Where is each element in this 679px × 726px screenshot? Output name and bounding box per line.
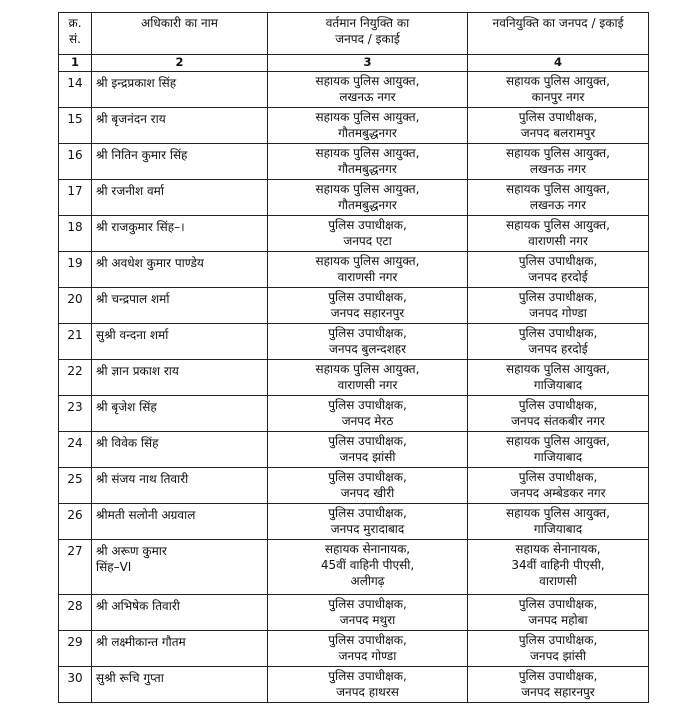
officer-name-line: श्री बृजेश सिंह [96, 400, 157, 414]
table-row [59, 324, 649, 360]
current-posting-cell [268, 667, 468, 703]
new-posting-cell [468, 180, 649, 216]
new-posting-cell [468, 595, 649, 631]
current-posting-line: जनपद बुलन्दशहर [328, 342, 407, 356]
current-posting-cell [268, 252, 468, 288]
officer-name-cell [92, 540, 268, 595]
table-row [59, 595, 649, 631]
new-posting-cell [468, 72, 649, 108]
new-posting-line: सहायक पुलिस आयुक्त, [506, 218, 610, 232]
current-posting-line: अलीगढ़ [350, 574, 385, 588]
table-row [59, 631, 649, 667]
officer-name-line: श्री चन्द्रपाल शर्मा [96, 292, 170, 306]
serial-number-cell: 28 [59, 595, 92, 631]
officer-name-line: श्री राजकुमार सिंह–। [96, 220, 185, 234]
current-posting-line: सहायक पुलिस आयुक्त, [315, 182, 420, 196]
current-posting-line: सहायक पुलिस आयुक्त, [315, 254, 420, 268]
officer-name-line: श्री अवधेश कुमार पाण्डेय [96, 256, 204, 270]
current-posting-line: पुलिस उपाधीक्षक, [328, 669, 407, 683]
current-posting-line: वाराणसी नगर [337, 378, 398, 392]
current-posting-line: गौतमबुद्धनगर [338, 126, 397, 140]
serial-number-cell: 18 [59, 216, 92, 252]
new-posting-line: पुलिस उपाधीक्षक, [518, 597, 598, 611]
new-posting-line: पुलिस उपाधीक्षक, [518, 398, 598, 412]
table-row [59, 288, 649, 324]
current-posting-line: जनपद मेरठ [341, 414, 394, 428]
header-serial-line-2: सं. [69, 32, 81, 46]
officer-name-cell [92, 432, 268, 468]
serial-number-cell: 19 [59, 252, 92, 288]
new-posting-cell [468, 631, 649, 667]
new-posting-line: जनपद सहारनपुर [521, 685, 595, 699]
current-posting-cell [268, 631, 468, 667]
current-posting-line: सहायक पुलिस आयुक्त, [315, 110, 420, 124]
new-posting-line: जनपद महोबा [528, 613, 588, 627]
new-posting-cell [468, 216, 649, 252]
officer-name-cell [92, 72, 268, 108]
current-posting-cell [268, 595, 468, 631]
new-posting-line: गाजियाबाद [533, 450, 583, 464]
current-posting-line: सहायक पुलिस आयुक्त, [315, 362, 420, 376]
table-row [59, 468, 649, 504]
current-posting-line: पुलिस उपाधीक्षक, [328, 597, 407, 611]
new-posting-line: जनपद गोण्डा [529, 306, 587, 320]
current-posting-cell [268, 540, 468, 595]
current-posting-cell [268, 504, 468, 540]
officer-name-line: श्री ज्ञान प्रकाश राय [96, 364, 179, 378]
current-posting-cell [268, 180, 468, 216]
current-posting-cell [268, 144, 468, 180]
current-posting-line: पुलिस उपाधीक्षक, [328, 290, 407, 304]
officer-name-cell [92, 504, 268, 540]
table-row [59, 360, 649, 396]
officer-name-cell [92, 468, 268, 504]
serial-number-cell: 27 [59, 540, 92, 595]
officer-name-cell [92, 216, 268, 252]
current-posting-line: सहायक पुलिस आयुक्त, [315, 74, 420, 88]
serial-number-cell: 17 [59, 180, 92, 216]
column-number: 2 [92, 55, 268, 72]
header-officer-name [92, 13, 268, 55]
officer-name-cell [92, 360, 268, 396]
officer-name-cell [92, 108, 268, 144]
current-posting-line: गौतमबुद्धनगर [338, 198, 397, 212]
new-posting-line: लखनऊ नगर [529, 162, 587, 176]
officer-name-line: सुश्री वन्दना शर्मा [96, 328, 169, 342]
current-posting-line: जनपद एटा [343, 234, 392, 248]
current-posting-cell [268, 360, 468, 396]
officer-name-line: श्री विवेक सिंह [96, 436, 159, 450]
new-posting-line: जनपद झांसी [530, 649, 586, 663]
officer-name-cell [92, 667, 268, 703]
new-posting-cell [468, 468, 649, 504]
officer-name-line: श्री रजनीश वर्मा [96, 184, 164, 198]
column-number: 4 [468, 55, 649, 72]
new-posting-line: सहायक पुलिस आयुक्त, [506, 434, 610, 448]
officer-name-cell [92, 631, 268, 667]
new-posting-line: सहायक पुलिस आयुक्त, [506, 362, 610, 376]
current-posting-line: जनपद हाथरस [336, 685, 399, 699]
officer-name-line: श्री अरूण कुमार [96, 544, 167, 558]
serial-number-cell: 20 [59, 288, 92, 324]
serial-number-cell: 23 [59, 396, 92, 432]
current-posting-line: जनपद झांसी [339, 450, 396, 464]
serial-number-cell: 30 [59, 667, 92, 703]
current-posting-line: पुलिस उपाधीक्षक, [328, 218, 407, 232]
current-posting-line: 45वीं वाहिनी पीएसी, [320, 558, 415, 572]
current-posting-line: वाराणसी नगर [337, 270, 398, 284]
current-posting-line: पुलिस उपाधीक्षक, [328, 398, 407, 412]
new-posting-line: लखनऊ नगर [529, 198, 587, 212]
new-posting-line: पुलिस उपाधीक्षक, [518, 290, 598, 304]
current-posting-line: जनपद खीरी [340, 486, 395, 500]
serial-number-cell: 22 [59, 360, 92, 396]
serial-number-cell: 15 [59, 108, 92, 144]
current-posting-cell [268, 324, 468, 360]
new-posting-cell [468, 504, 649, 540]
table-body [59, 72, 649, 703]
column-number-row [59, 55, 649, 72]
table-row [59, 72, 649, 108]
current-posting-cell [268, 216, 468, 252]
officer-name-cell [92, 396, 268, 432]
new-posting-line: 34वीं वाहिनी पीएसी, [511, 558, 605, 572]
new-posting-line: गाजियाबाद [533, 522, 583, 536]
header-current-line-1: वर्तमान नियुक्ति का [325, 16, 410, 30]
current-posting-cell [268, 468, 468, 504]
new-posting-cell [468, 324, 649, 360]
new-posting-line: पुलिस उपाधीक्षक, [518, 326, 598, 340]
current-posting-line: पुलिस उपाधीक्षक, [328, 434, 407, 448]
table-row [59, 667, 649, 703]
new-posting-line: जनपद संतकबीर नगर [511, 414, 605, 428]
new-posting-line: सहायक सेनानायक, [515, 542, 601, 556]
table-row [59, 504, 649, 540]
current-posting-line: सहायक पुलिस आयुक्त, [315, 146, 420, 160]
new-posting-line: सहायक पुलिस आयुक्त, [506, 182, 610, 196]
current-posting-cell [268, 72, 468, 108]
transfer-table [58, 12, 649, 703]
current-posting-cell [268, 288, 468, 324]
new-posting-line: पुलिस उपाधीक्षक, [518, 669, 598, 683]
table-row [59, 180, 649, 216]
new-posting-cell [468, 432, 649, 468]
current-posting-line: जनपद सहारनपुर [330, 306, 405, 320]
officer-name-cell [92, 144, 268, 180]
header-serial [59, 13, 92, 55]
officer-name-cell [92, 595, 268, 631]
current-posting-cell [268, 108, 468, 144]
new-posting-cell [468, 396, 649, 432]
new-posting-cell [468, 360, 649, 396]
current-posting-line: पुलिस उपाधीक्षक, [328, 470, 407, 484]
document-page [58, 12, 648, 703]
new-posting-line: जनपद हरदोई [528, 342, 588, 356]
header-officer-name-line: अधिकारी का नाम [141, 16, 218, 30]
new-posting-line: जनपद बलरामपुर [520, 126, 596, 140]
table-header [59, 13, 649, 72]
new-posting-line: पुलिस उपाधीक्षक, [518, 254, 598, 268]
officer-name-cell [92, 324, 268, 360]
current-posting-line: जनपद मुरादाबाद [330, 522, 405, 536]
serial-number-cell: 29 [59, 631, 92, 667]
table-row [59, 432, 649, 468]
new-posting-line: कानपुर नगर [531, 90, 585, 104]
new-posting-line: पुलिस उपाधीक्षक, [518, 633, 598, 647]
new-posting-cell [468, 108, 649, 144]
new-posting-cell [468, 144, 649, 180]
new-posting-line: जनपद हरदोई [528, 270, 588, 284]
new-posting-cell [468, 288, 649, 324]
header-current-line-2: जनपद / इकाई [335, 32, 400, 46]
officer-name-line: श्री नितिन कुमार सिंह [96, 148, 188, 162]
officer-name-cell [92, 180, 268, 216]
new-posting-line: सहायक पुलिस आयुक्त, [506, 506, 610, 520]
header-new-posting [468, 13, 649, 55]
officer-name-line: श्री इन्द्रप्रकाश सिंह [96, 76, 177, 90]
officer-name-line: श्री अभिषेक तिवारी [96, 599, 180, 613]
column-number: 3 [268, 55, 468, 72]
table-row [59, 144, 649, 180]
new-posting-cell [468, 252, 649, 288]
officer-name-line: सुश्री रूचि गुप्ता [96, 671, 164, 685]
table-row [59, 216, 649, 252]
new-posting-line: जनपद अम्बेडकर नगर [510, 486, 606, 500]
serial-number-cell: 25 [59, 468, 92, 504]
table-row [59, 252, 649, 288]
serial-number-cell: 14 [59, 72, 92, 108]
current-posting-line: जनपद गोण्डा [338, 649, 397, 663]
officer-name-line: श्री लक्ष्मीकान्त गौतम [96, 635, 186, 649]
serial-number-cell: 21 [59, 324, 92, 360]
officer-name-cell [92, 252, 268, 288]
current-posting-line: गौतमबुद्धनगर [338, 162, 397, 176]
serial-number-cell: 24 [59, 432, 92, 468]
current-posting-line: पुलिस उपाधीक्षक, [328, 633, 407, 647]
officer-name-cell [92, 288, 268, 324]
current-posting-cell [268, 396, 468, 432]
current-posting-line: जनपद मथुरा [339, 613, 396, 627]
new-posting-line: गाजियाबाद [533, 378, 583, 392]
officer-name-line: सिंह–VI [96, 560, 132, 574]
serial-number-cell: 26 [59, 504, 92, 540]
new-posting-line: पुलिस उपाधीक्षक, [518, 470, 598, 484]
table-row [59, 540, 649, 595]
header-current-posting [268, 13, 468, 55]
new-posting-cell [468, 667, 649, 703]
new-posting-line: वाराणसी [539, 574, 577, 588]
current-posting-line: सहायक सेनानायक, [324, 542, 411, 556]
header-serial-line-1: क्र. [68, 16, 82, 30]
new-posting-cell [468, 540, 649, 595]
new-posting-line: सहायक पुलिस आयुक्त, [506, 74, 610, 88]
new-posting-line: पुलिस उपाधीक्षक, [518, 110, 598, 124]
serial-number-cell: 16 [59, 144, 92, 180]
header-row [59, 13, 649, 55]
officer-name-line: श्री संजय नाथ तिवारी [96, 472, 189, 486]
new-posting-line: वाराणसी नगर [528, 234, 588, 248]
current-posting-line: पुलिस उपाधीक्षक, [328, 326, 407, 340]
officer-name-line: श्री बृजनंदन राय [96, 112, 166, 126]
current-posting-line: पुलिस उपाधीक्षक, [328, 506, 407, 520]
column-number: 1 [59, 55, 92, 72]
header-new-line: नवनियुक्ति का जनपद / इकाई [492, 16, 624, 30]
officer-name-line: श्रीमती सलोनी अग्रवाल [96, 508, 196, 522]
table-row [59, 396, 649, 432]
new-posting-line: सहायक पुलिस आयुक्त, [506, 146, 610, 160]
current-posting-line: लखनऊ नगर [339, 90, 396, 104]
current-posting-cell [268, 432, 468, 468]
table-row [59, 108, 649, 144]
